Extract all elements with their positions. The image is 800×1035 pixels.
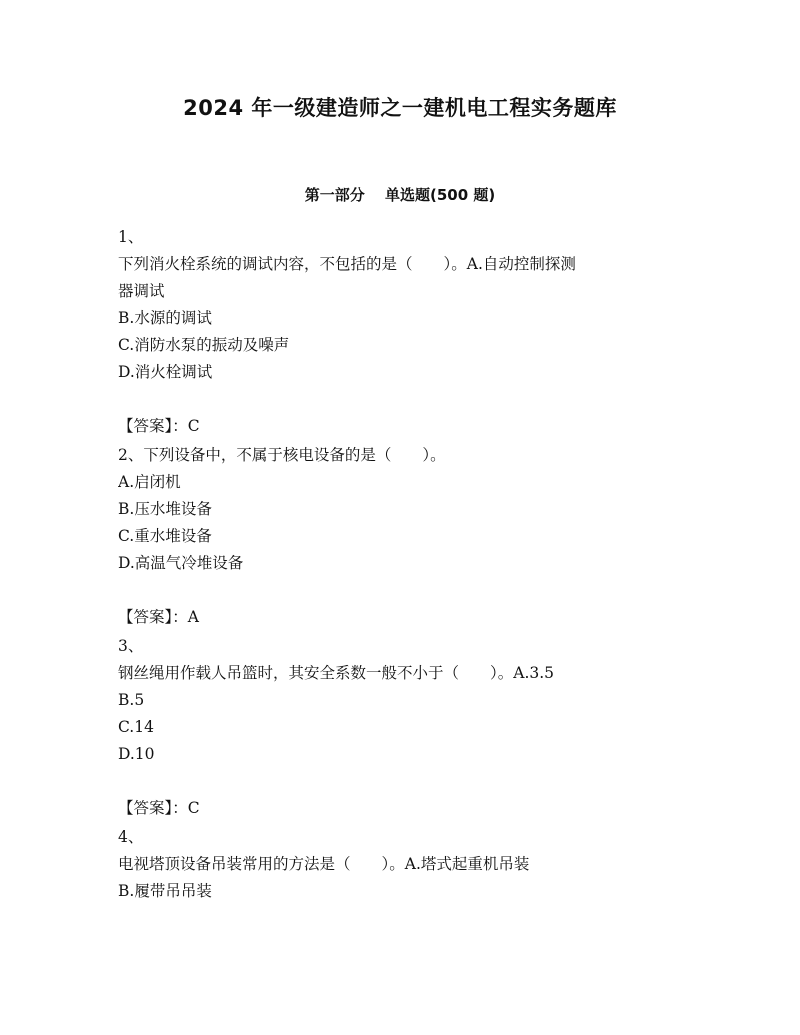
option-b: B.5 [118, 691, 145, 709]
option-b: B.水源的调试 [118, 309, 212, 327]
question-number: 1、 [118, 228, 144, 246]
question-stem: 钢丝绳用作载人吊篮时，其安全系数一般不小于（ ）。A.3.5 [118, 664, 555, 682]
question-stem: 下列消火栓系统的调试内容，不包括的是（ ）。A.自动控制探测 [118, 255, 576, 273]
question-number: 3、 [118, 637, 144, 655]
answer: 【答案】：C [118, 417, 200, 435]
option-c: C.消防水泵的振动及噪声 [118, 336, 290, 354]
question-4 [118, 824, 688, 905]
option-d: D.10 [118, 745, 155, 763]
option-c: C.14 [118, 718, 154, 736]
option-b: B.压水堆设备 [118, 500, 212, 518]
question-stem: 2、下列设备中，不属于核电设备的是（ ）。 [118, 446, 446, 464]
question-list [118, 224, 688, 905]
question-2 [118, 442, 688, 631]
answer: 【答案】：C [118, 799, 200, 817]
option-b: B.履带吊吊装 [118, 882, 212, 900]
spacer [118, 386, 688, 413]
option-d: D.高温气冷堆设备 [118, 554, 244, 572]
question-stem-continued: 器调试 [118, 282, 165, 300]
spacer [118, 768, 688, 795]
question-number: 4、 [118, 828, 144, 846]
section-title: 第一部分 单选题(500 题) [304, 186, 496, 204]
question-3 [118, 633, 688, 822]
document-title: 2024 年一级建造师之一建机电工程实务题库 [183, 96, 617, 120]
option-c: C.重水堆设备 [118, 527, 212, 545]
answer: 【答案】：A [118, 608, 199, 626]
question-stem: 电视塔顶设备吊装常用的方法是（ ）。A.塔式起重机吊装 [118, 855, 530, 873]
option-d: D.消火栓调试 [118, 363, 213, 381]
question-1 [118, 224, 688, 440]
spacer [118, 577, 688, 604]
option-a: A.启闭机 [118, 473, 181, 491]
